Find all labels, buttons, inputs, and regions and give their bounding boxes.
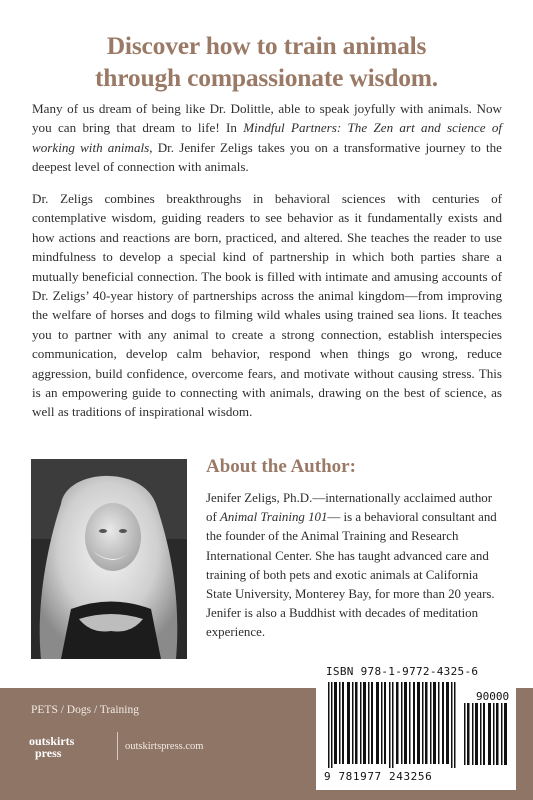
description-paragraph-1 xyxy=(32,99,502,177)
headline-line-2: through compassionate wisdom. xyxy=(95,63,438,92)
publisher-logo xyxy=(29,735,111,759)
publisher-divider xyxy=(117,732,118,760)
price-code-label: 90000 xyxy=(476,690,510,703)
headline xyxy=(20,30,513,94)
author-photo xyxy=(31,459,187,659)
about-text-after: — is a behavioral consultant and the founder of the Animal Training and Research International Center. She has taught advanced care and training of both pets and exotic animals at California State University, Monterey Bay, for more than 20 years. Jenifer is also a Buddhist with decades of meditation experience. xyxy=(206,510,497,640)
book-title: Mindful Partners: The Zen art and science of working with animals xyxy=(32,120,503,155)
publisher-logo-line-1: outskirts xyxy=(29,734,75,748)
about-text-before: Jenifer Zeligs, Ph.D.—internationally acclaimed author of xyxy=(206,491,493,525)
description-p1-before: Many of us dream of being like Dr. Dolittle, able to speak joyfully with animals. Now you can bring that dream to life! In xyxy=(32,101,502,136)
barcode-addon-bars xyxy=(464,703,508,765)
author-portrait-image xyxy=(31,459,187,659)
barcode-digits-label: 9 781977 243256 xyxy=(324,770,433,783)
category-label: PETS / Dogs / Training xyxy=(31,704,139,716)
description-paragraph-2: Dr. Zeligs combines breakthroughs in behavioral sciences with centuries of contemplative wisdom, guiding readers to see behavior as it fundamentally exists and how actions and reactions are born, practiced, and altered. She teaches the reader to use mindfulness to develop a special kind of partnership in which both parties share a mutually beneficial connection. The book is filled with intimate and amusing accounts of Dr. Zeligs’ 40-year history of partnerships across the animal kingdom—from improving the welfare of horses and dogs to filming wild whales using trained sea lions. It teaches you to partner with any animal to create a strong connection, establish interspecies communication, develop calm behavior, respond when things go wrong, reduce aggression, build confidence, overcome fears, and motivate without causing stress. This is an empowering guide to connecting with animals, drawing on the best of science, as well as traditions of inspirational wisdom. xyxy=(32,191,502,420)
publisher-logo-line-2: press xyxy=(35,746,62,760)
isbn-label: ISBN 978-1-9772-4325-6 xyxy=(326,665,479,678)
barcode-panel xyxy=(316,663,516,790)
about-author-heading: About the Author: xyxy=(206,456,356,477)
barcode-main-bars xyxy=(328,682,458,768)
about-author-text xyxy=(206,489,502,643)
description-p1-after: , Dr. Jenifer Zeligs takes you on a transformative journey to the deepest level of connection with animals. xyxy=(32,139,502,175)
headline-line-1: Discover how to train animals xyxy=(106,31,427,60)
author-book-title: Animal Training 101 xyxy=(219,510,328,525)
publisher-website: outskirtspress.com xyxy=(125,741,204,752)
